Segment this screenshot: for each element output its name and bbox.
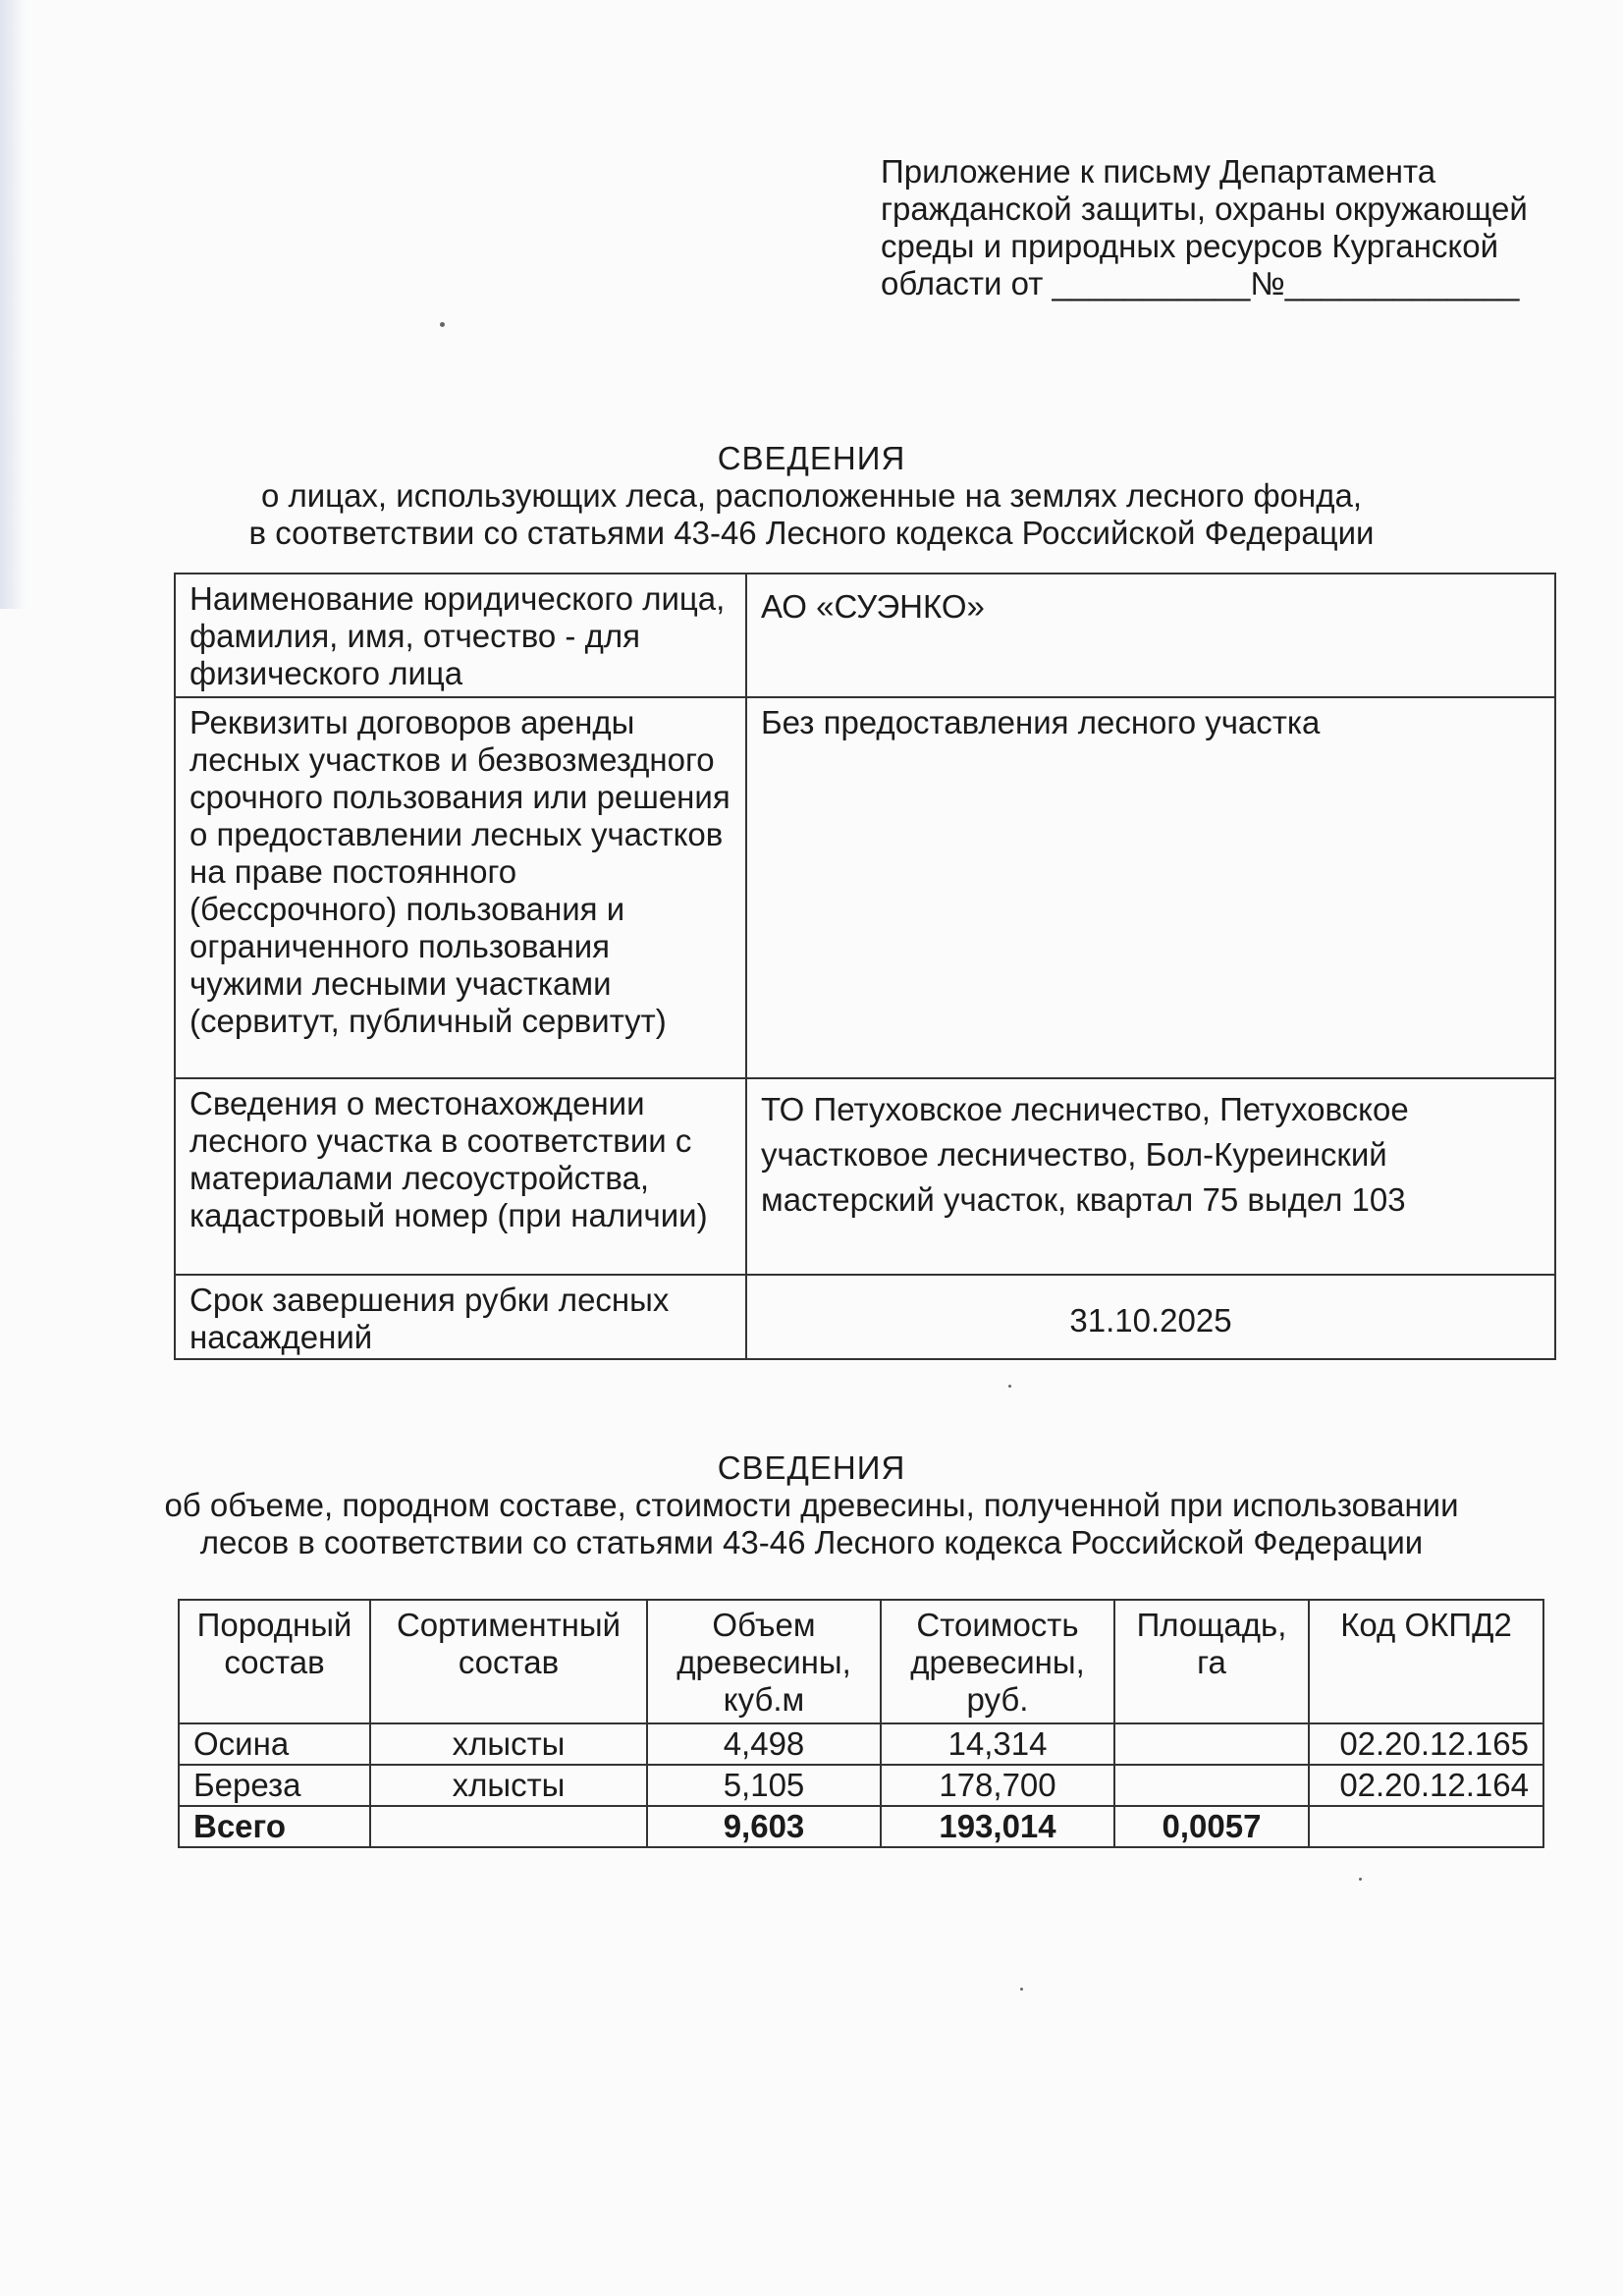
scan-speck — [1359, 1878, 1362, 1881]
column-header: Стоимость древесины, руб. — [881, 1600, 1114, 1723]
section1-heading — [0, 440, 1623, 552]
table-row — [175, 1275, 1555, 1359]
assortment-cell: хлысты — [370, 1723, 647, 1765]
row-value: Без предоставления лесного участка — [746, 697, 1555, 1078]
section2-title: СВЕДЕНИЯ — [717, 1449, 906, 1486]
area-cell — [1114, 1765, 1309, 1806]
column-header: Сортиментный состав — [370, 1600, 647, 1723]
volume-cell: 5,105 — [647, 1765, 881, 1806]
table-row — [175, 697, 1555, 1078]
row-value: 31.10.2025 — [746, 1275, 1555, 1359]
code-cell — [1309, 1806, 1543, 1847]
assortment-cell — [370, 1806, 647, 1847]
scan-speck — [440, 322, 445, 327]
column-header: Площадь, га — [1114, 1600, 1309, 1723]
row-value: АО «СУЭНКО» — [746, 574, 1555, 697]
scan-speck — [1020, 1988, 1023, 1991]
section2-subtitle-line: об объеме, породном составе, стоимости древесины, полученной при использовании — [164, 1487, 1459, 1523]
row-value: ТО Петуховское лесничество, Петуховское участковое лесничество, Бол-Куреинский мастерский участок, квартал 75 выдел 103 — [746, 1078, 1555, 1275]
code-cell: 02.20.12.165 — [1309, 1723, 1543, 1765]
section1-title: СВЕДЕНИЯ — [717, 440, 906, 476]
appendix-line: гражданской защиты, охраны окружающей — [881, 191, 1528, 227]
total-volume: 9,603 — [647, 1806, 881, 1847]
row-label: Реквизиты договоров аренды лесных участков и безвозмездного срочного пользования или решения о предоставлении лесных участков на праве постоянного (бессрочного) пользования и ограниченного пользования чужими лесными участками (сервитут, публичный сервитут) — [175, 697, 746, 1078]
volume-cell: 4,498 — [647, 1723, 881, 1765]
total-area: 0,0057 — [1114, 1806, 1309, 1847]
row-label: Сведения о местонахождении лесного участка в соответствии с материалами лесоустройства, кадастровый номер (при наличии) — [175, 1078, 746, 1275]
users-info-table — [174, 573, 1556, 1360]
appendix-line: области от ___________№_____________ — [881, 265, 1520, 301]
column-header: Породный состав — [179, 1600, 370, 1723]
cost-cell: 14,314 — [881, 1723, 1114, 1765]
table-row — [175, 574, 1555, 697]
scan-speck — [1008, 1385, 1011, 1388]
cost-cell: 178,700 — [881, 1765, 1114, 1806]
appendix-line: Приложение к письму Департамента — [881, 153, 1436, 190]
column-header: Объем древесины, куб.м — [647, 1600, 881, 1723]
row-label: Наименование юридического лица, фамилия, имя, отчество - для физического лица — [175, 574, 746, 697]
section2-subtitle-line: лесов в соответствии со статьями 43-46 Лесного кодекса Российской Федерации — [199, 1524, 1424, 1560]
appendix-header — [881, 153, 1568, 302]
table-header-row — [179, 1600, 1543, 1723]
total-row — [179, 1806, 1543, 1847]
total-cost: 193,014 — [881, 1806, 1114, 1847]
species-cell: Береза — [179, 1765, 370, 1806]
table-row — [175, 1078, 1555, 1275]
section1-subtitle-line: о лицах, использующих леса, расположенные на землях лесного фонда, — [260, 477, 1363, 514]
timber-volume-table — [178, 1599, 1544, 1848]
section2-heading — [0, 1449, 1623, 1561]
total-label: Всего — [179, 1806, 370, 1847]
code-cell: 02.20.12.164 — [1309, 1765, 1543, 1806]
area-cell — [1114, 1723, 1309, 1765]
row-label: Срок завершения рубки лесных насаждений — [175, 1275, 746, 1359]
section1-subtitle-line: в соответствии со статьями 43-46 Лесного кодекса Российской Федерации — [248, 515, 1375, 551]
table-row — [179, 1723, 1543, 1765]
table-row — [179, 1765, 1543, 1806]
appendix-line: среды и природных ресурсов Курганской — [881, 228, 1499, 264]
species-cell: Осина — [179, 1723, 370, 1765]
assortment-cell: хлысты — [370, 1765, 647, 1806]
column-header: Код ОКПД2 — [1309, 1600, 1543, 1723]
